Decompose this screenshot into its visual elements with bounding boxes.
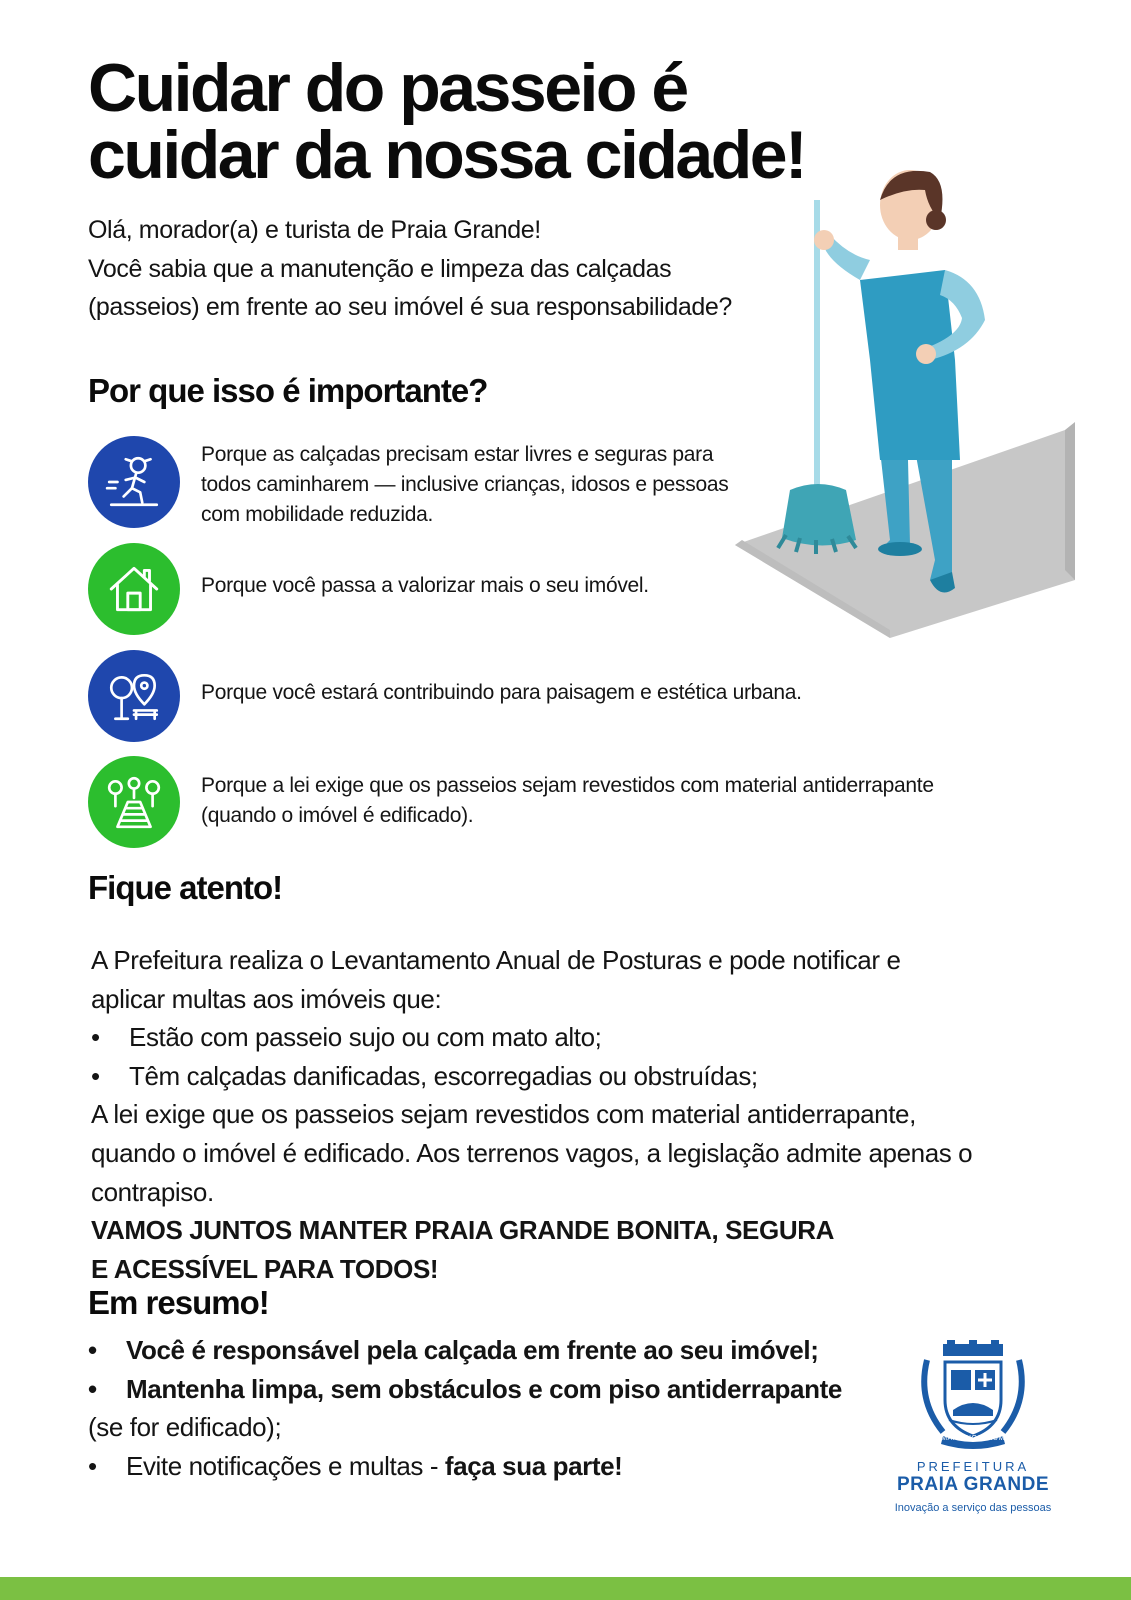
park-location-icon — [88, 650, 180, 742]
coat-of-arms-icon — [913, 1340, 1033, 1450]
attention-law: A lei exige que os passeios sejam revestidos com material antiderrapante, quando o imóvel é edificado. Aos terrenos vagos, a legislação admite apenas o contrapiso. — [91, 1099, 973, 1207]
summary-item-3-bold: faça sua parte! — [444, 1450, 623, 1481]
footer-bar — [0, 1577, 1131, 1600]
attention-heading: Fique atento! — [88, 869, 283, 906]
title-line-2: cuidar da nossa cidade! — [88, 117, 806, 193]
summary-item-2-cont: (se for edificado); — [88, 1412, 282, 1443]
prefeitura-logo — [888, 1340, 1058, 1514]
intro-greeting: Olá, morador(a) e turista de Praia Grande! — [88, 216, 541, 244]
logo-tagline: Inovação a serviço das pessoas — [894, 1502, 1052, 1514]
callout-line-2: E ACESSÍVEL PARA TODOS! — [91, 1253, 439, 1284]
reason-4-text: Porque a lei exige que os passeios sejam revestidos com material antiderrapante (quando o imóvel é edificado). — [201, 774, 934, 827]
summary-item-3-normal: Evite notificações e multas - — [126, 1450, 445, 1481]
child-walking-icon — [88, 436, 180, 528]
logo-city-name: PRAIA GRANDE — [896, 1474, 1050, 1495]
tree-path-icon — [88, 756, 180, 848]
summary-item-2: • Mantenha limpa, sem obstáculos e com piso antiderrapante — [88, 1370, 888, 1409]
reason-1-text: Porque as calçadas precisam estar livres e seguras para todos caminharem — inclusive crianças, idosos e pessoas com mobilidade reduzida. — [201, 443, 729, 526]
summary-item-1: • Você é responsável pela calçada em frente ao seu imóvel; — [88, 1331, 888, 1370]
attention-intro: A Prefeitura realiza o Levantamento Anual de Posturas e pode notificar e aplicar multas aos imóveis que: — [91, 945, 901, 1014]
reason-2-text: Porque você passa a valorizar mais o seu imóvel. — [201, 574, 649, 597]
why-heading: Por que isso é importante? — [88, 372, 488, 409]
attention-bullet-2: • Têm calçadas danificadas, escorregadias ou obstruídas; — [91, 1057, 1021, 1096]
reason-3-text: Porque você estará contribuindo para paisagem e estética urbana. — [201, 681, 802, 704]
title-line-1: Cuidar do passeio é — [88, 50, 687, 126]
attention-bullet-1: • Estão com passeio sujo ou com mato alto; — [91, 1018, 1021, 1057]
logo-motto: MARE NOSTRUM — [941, 1435, 1005, 1442]
summary-item-3 — [88, 1447, 888, 1486]
summary-heading: Em resumo! — [88, 1284, 269, 1321]
logo-prefeitura: PREFEITURA — [916, 1459, 1030, 1474]
intro-text — [88, 211, 768, 327]
intro-question: Você sabia que a manutenção e limpeza das calçadas (passeios) em frente ao seu imóvel é sua responsabilidade? — [88, 254, 732, 321]
summary-list — [88, 1331, 888, 1485]
attention-body — [91, 941, 1021, 1288]
callout-line-1: VAMOS JUNTOS MANTER PRAIA GRANDE BONITA, SEGURA — [91, 1215, 834, 1246]
house-icon — [88, 543, 180, 635]
